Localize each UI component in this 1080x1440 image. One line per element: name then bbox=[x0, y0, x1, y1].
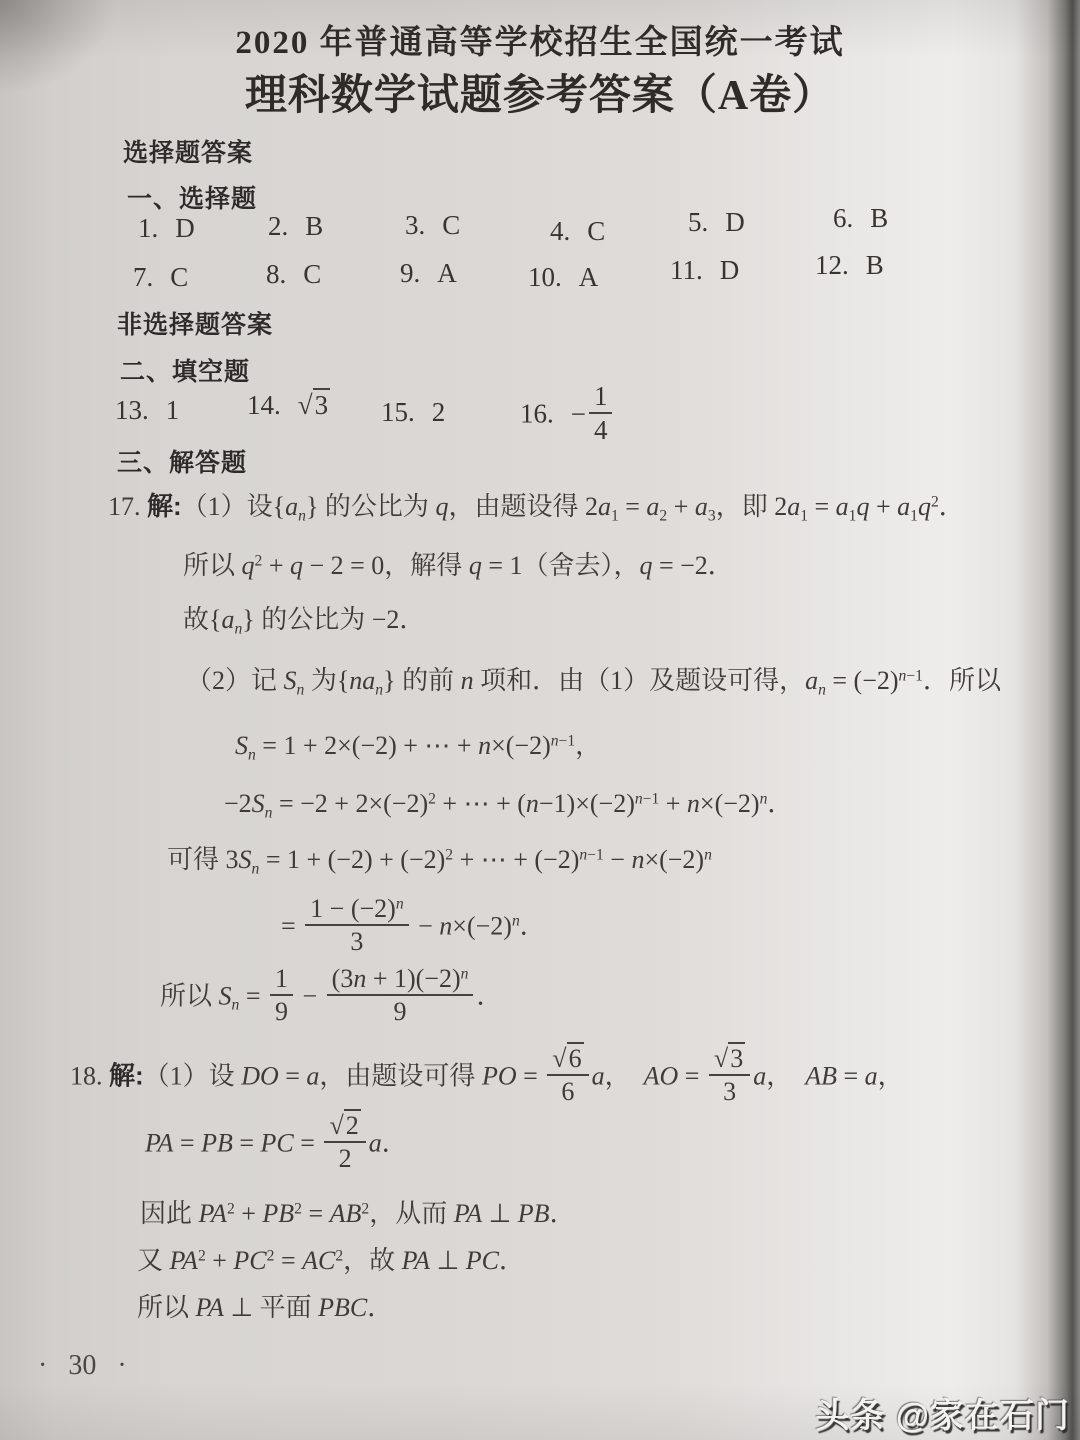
answer-letter: C bbox=[170, 262, 189, 292]
question-number: 12. bbox=[815, 250, 849, 280]
subsection-heading-solutions: 三、解答题 bbox=[117, 449, 248, 477]
answer-letter: D bbox=[175, 213, 195, 243]
section-heading-non-choice-answers: 非选择题答案 bbox=[117, 311, 274, 339]
question-number: 10. bbox=[528, 262, 562, 292]
choice-answer-row-1 bbox=[0, 203, 1080, 249]
question-number: 5. bbox=[688, 207, 709, 237]
solution-line-q17-4: （2）记 $S_n$ 为$\{na_n\}$ 的前 n 项和．由（1）及题设可得，$a_n = (-2)^{n-1}$．所以 bbox=[186, 666, 1001, 699]
choice-answer bbox=[815, 250, 884, 281]
answer-letter: D bbox=[719, 255, 740, 285]
answer-letter: C bbox=[442, 210, 461, 240]
question-number: 11. bbox=[670, 255, 703, 285]
choice-answer bbox=[268, 211, 323, 242]
question-number: 14. bbox=[247, 390, 281, 420]
blank-answer bbox=[115, 395, 179, 426]
section-heading-choice-answers: 选择题答案 bbox=[123, 139, 254, 167]
choice-answer bbox=[133, 262, 188, 293]
question-number: 13. bbox=[115, 395, 149, 425]
subsection-heading-blanks: 二、填空题 bbox=[120, 358, 251, 386]
question-number: 15. bbox=[381, 397, 415, 427]
answer-value: 2 bbox=[431, 397, 446, 427]
question-number: 2. bbox=[268, 211, 289, 241]
answer-value: 1 bbox=[165, 395, 180, 425]
answer-value: − $\frac{1}{4}$ bbox=[571, 399, 616, 429]
page-number: · 30 · bbox=[38, 1350, 127, 1381]
solution-line-q17-3: 故$\{a_n\}$ 的公比为 −2． bbox=[183, 605, 426, 638]
paper-title: 理科数学试题参考答案（A卷） bbox=[244, 73, 836, 119]
answer-letter: D bbox=[725, 207, 745, 237]
answer-letter: A bbox=[437, 258, 457, 288]
solution-line-q17-8: = $\frac{1 - (-2)^n}{3}$ − $n\times(-2)^n$． bbox=[281, 894, 546, 957]
choice-answer bbox=[138, 213, 195, 244]
solution-line-q17-5: $S_n = 1 + 2\times(-2)$ + ⋯ + $n\times(-2)^{n-1}$， bbox=[235, 731, 602, 764]
solution-line-q18-4: 又 $PA^2 + PC^2 = AC^2$，故 PA ⊥ PC． bbox=[137, 1246, 525, 1275]
blank-answer bbox=[520, 381, 615, 448]
choice-answer bbox=[405, 210, 460, 241]
answer-letter: A bbox=[578, 262, 599, 292]
watermark: 头条 @家在石门 bbox=[815, 1397, 1070, 1435]
choice-answer bbox=[550, 216, 605, 247]
choice-answer bbox=[688, 207, 745, 238]
solution-line-q18-5: 所以 PA ⊥ 平面 PBC． bbox=[137, 1293, 394, 1322]
question-number: 9. bbox=[400, 258, 421, 288]
answer-letter: B bbox=[870, 203, 889, 233]
answer-letter: C bbox=[303, 259, 322, 289]
solution-line-q18-1: 18. 解:（1）设 DO = a，由题设可得 PO = $\frac{√6}{6}$ a， AO = $\frac{√3}{3}$ a， AB = a， bbox=[70, 1044, 904, 1107]
blank-answer-row bbox=[0, 381, 1080, 446]
solution-line-q17-9: 所以 $S_n$ = $\frac{1}{9}$ − $\frac{(3n + 1)(-2)^n}{9}$ ． bbox=[160, 964, 503, 1027]
blank-answer bbox=[381, 397, 445, 428]
solution-line-q17-7: 可得 $3S_n = 1 + (-2) + (-2)^2$ + ⋯ + $(-2)^{n-1} - n\times(-2)^n$ bbox=[167, 845, 712, 878]
question-number: 3. bbox=[405, 210, 426, 240]
exam-title: 2020 年普通高等学校招生全国统一考试 bbox=[235, 25, 845, 61]
question-number: 8. bbox=[266, 259, 287, 289]
question-number: 16. bbox=[520, 398, 554, 429]
solution-line-q18-3: 因此 $PA^2 + PB^2 = AB^2$，从而 PA ⊥ PB． bbox=[140, 1199, 576, 1228]
question-number: 7. bbox=[133, 262, 154, 292]
choice-answer bbox=[400, 258, 457, 289]
blank-answer bbox=[247, 390, 330, 421]
choice-answer bbox=[670, 255, 739, 286]
solution-line-q17-1: 17. 解:（1）设$\{a_n\}$ 的公比为 q，由题设得 $2a_1 = a_2 + a_3$，即 $2a_1 = a_1q + a_1q^2$． bbox=[108, 491, 965, 525]
solution-line-q17-2: 所以 $q^2 + q - 2 = 0$，解得 q = 1（舍去），q = −2． bbox=[183, 551, 734, 580]
choice-answer bbox=[528, 262, 598, 293]
question-number: 6. bbox=[833, 203, 854, 233]
choice-answer bbox=[266, 259, 321, 290]
choice-answer-row-2 bbox=[0, 250, 1080, 296]
choice-answer bbox=[833, 203, 888, 234]
answer-letter: C bbox=[587, 216, 606, 246]
answer-letter: B bbox=[305, 211, 324, 241]
solution-line-q18-2: PA = PB = PC = $\frac{√2}{2}$ a． bbox=[145, 1111, 408, 1174]
answer-value: √3 bbox=[297, 390, 329, 420]
question-number: 1. bbox=[138, 213, 159, 243]
solution-line-q17-6: $-2S_n = -2 + 2\times(-2)^2$ + ⋯ + $(n-1)\times(-2)^{n-1} + n\times(-2)^n$． bbox=[224, 789, 794, 822]
answer-letter: B bbox=[865, 250, 884, 280]
question-number: 4. bbox=[550, 216, 571, 246]
subsection-heading-choice: 一、选择题 bbox=[127, 185, 258, 213]
